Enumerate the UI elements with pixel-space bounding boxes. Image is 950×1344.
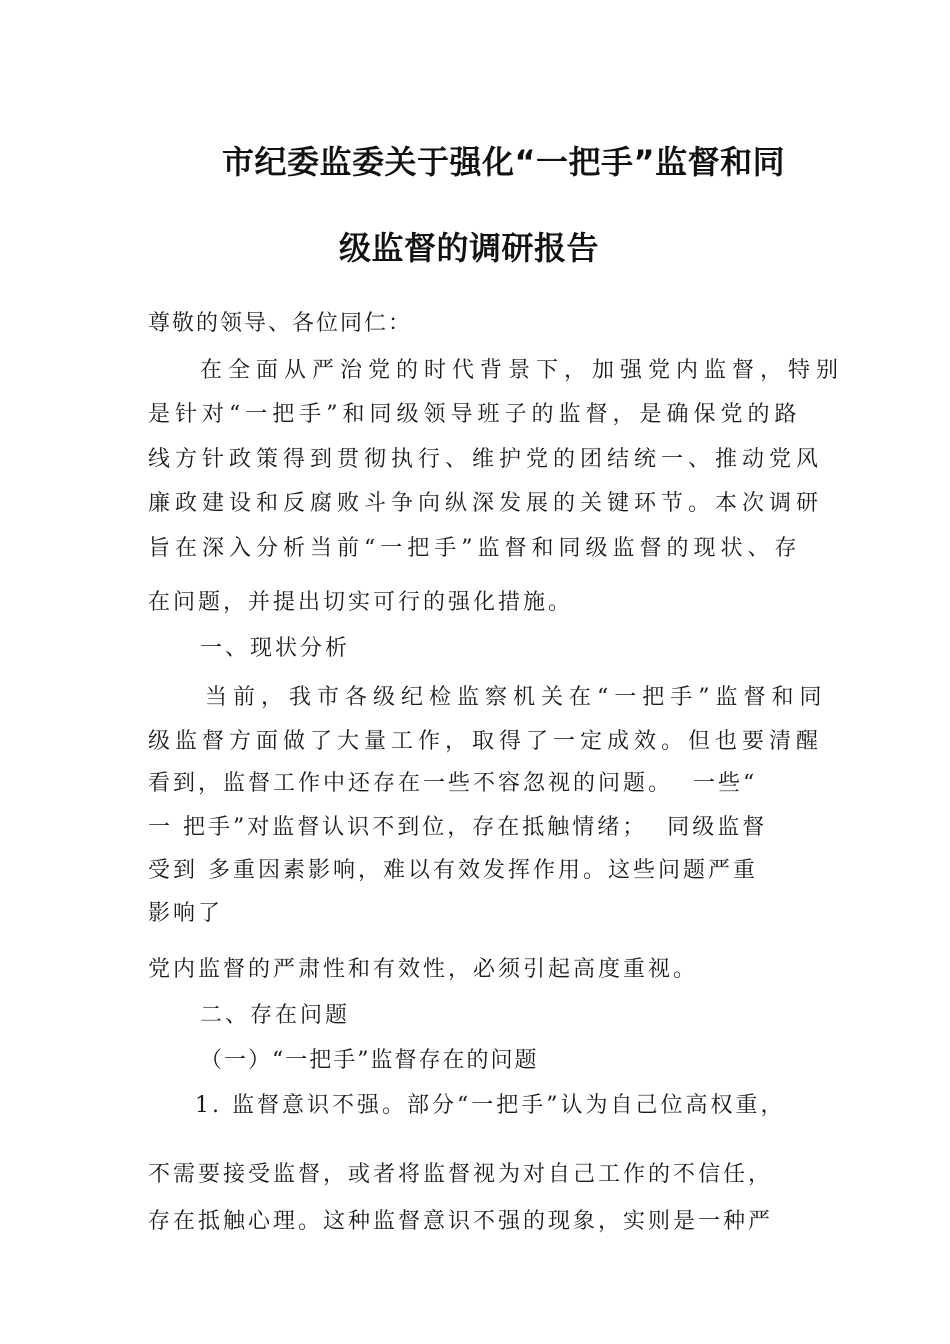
intro-paragraph-line: 是针对“一把手”和同级领导班子的监督，是确保党的路 <box>148 402 802 427</box>
report-title-line-2: 级监督的调研报告 <box>339 229 600 267</box>
section-paragraph-line: 当前，我市各级纪检监察机关在“一把手”监督和同 <box>205 685 828 710</box>
section-heading: 一、现状分析 <box>200 636 351 661</box>
report-title-line-1: 市纪委监委关于强化“一把手”监督和同 <box>222 143 786 181</box>
list-item-first-line: 1. 监督意识不强。部分“一把手”认为自己位高权重， <box>195 1093 786 1118</box>
intro-paragraph-line: 线方针政策得到贯彻执行、维护党的团结统一、推动党风 <box>148 447 824 472</box>
intro-paragraph-line: 在问题，并提出切实可行的强化措施。 <box>148 590 574 615</box>
intro-paragraph-line: 旨在深入分析当前“一把手”监督和同级监督的现状、存 <box>148 536 802 561</box>
section-paragraph-line: 看到，监督工作中还存在一些不容忽视的问题。 一些“ <box>148 771 758 796</box>
section-paragraph-line: 级监督方面做了大量工作，取得了一定成效。但也要清醒 <box>148 729 824 754</box>
intro-paragraph-line: 廉政建设和反腐败斗争向纵深发展的关键环节。本次调研 <box>148 491 824 516</box>
intro-paragraph-line: 在全面从严治党的时代背景下，加强党内监督，特别 <box>200 358 845 383</box>
section-heading: 二、存在问题 <box>200 1003 351 1028</box>
subsection-heading: （一）“一把手”监督存在的问题 <box>200 1048 539 1073</box>
list-item-body-line: 存在抵触心理。这种监督意识不强的现象，实则是一种严 <box>148 1209 774 1234</box>
section-paragraph-line: 一 把手”对监督认识不到位，存在抵触情绪； 同级监督 <box>148 815 768 840</box>
list-item-body-line: 不需要接受监督，或者将监督视为对自己工作的不信任， <box>148 1162 774 1187</box>
salutation: 尊敬的领导、各位同仁： <box>148 311 413 336</box>
section-paragraph-line: 受到 多重因素影响，难以有效发挥作用。这些问题严重 <box>148 858 758 883</box>
section-paragraph-line: 影响了 <box>148 901 224 926</box>
section-paragraph-line: 党内监督的严肃性和有效性，必须引起高度重视。 <box>148 957 699 982</box>
